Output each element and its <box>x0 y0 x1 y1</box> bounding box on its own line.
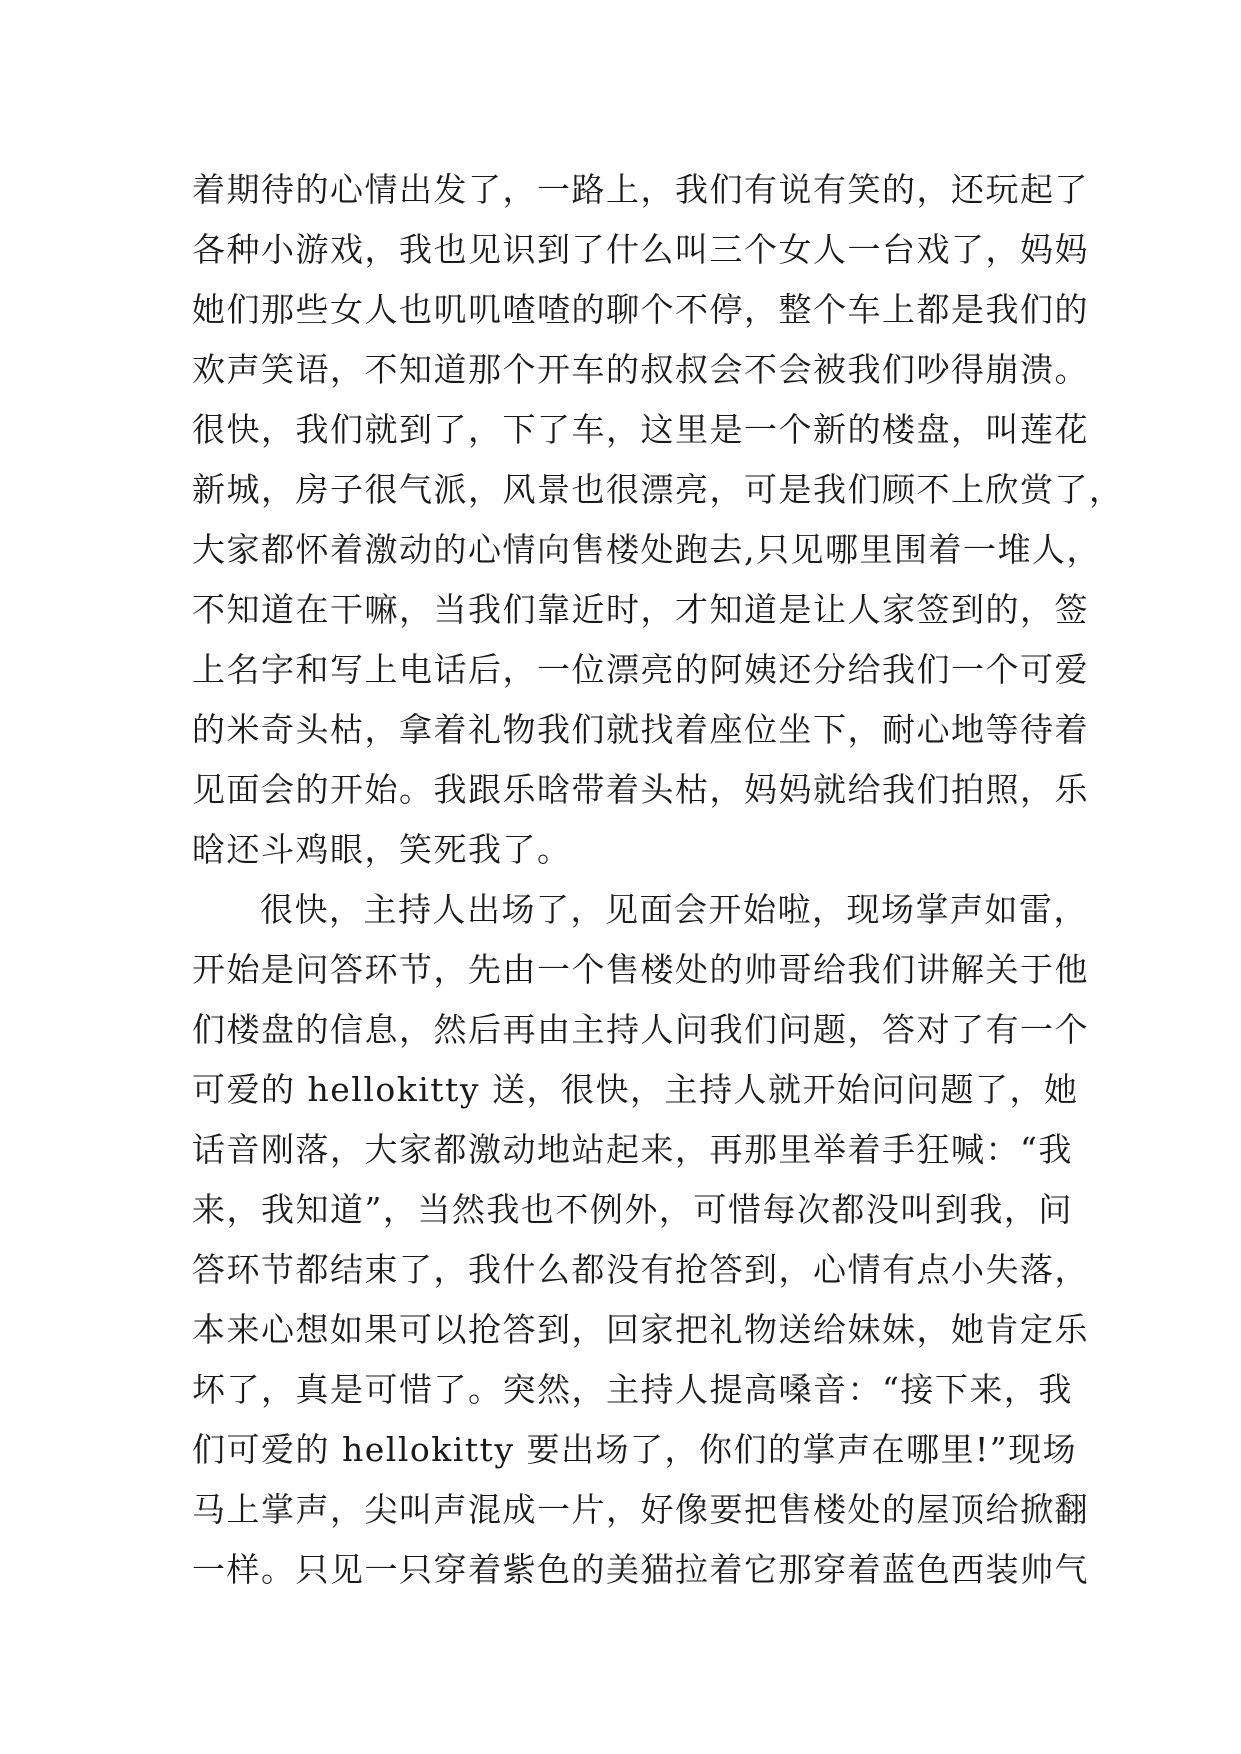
text-line: 话音刚落，大家都激动地站起来，再那里举着手狂喊：“我 <box>192 1130 1073 1169</box>
text-line: 们可爱的 hellokitty 要出场了，你们的掌声在哪里!”现场 <box>192 1430 1078 1469</box>
text-line: 新城，房子很气派，风景也很漂亮，可是我们顾不上欣赏了， <box>192 470 1124 509</box>
text-line: 上名字和写上电话后，一位漂亮的阿姨还分给我们一个可爱 <box>192 650 1089 689</box>
text-line: 着期待的心情出发了，一路上，我们有说有笑的，还玩起了 <box>192 170 1089 209</box>
text-line: 晗还斗鸡眼，笑死我了。 <box>192 830 572 869</box>
text-line: 答环节都结束了，我什么都没有抢答到，心情有点小失落， <box>192 1250 1089 1289</box>
document-body <box>192 160 1124 1600</box>
paragraph-1 <box>192 160 1124 880</box>
text-line: 不知道在干嘛，当我们靠近时，才知道是让人家签到的，签 <box>192 590 1089 629</box>
text-line: 很快，主持人出场了，见面会开始啦，现场掌声如雷， <box>260 890 1088 929</box>
text-line: 马上掌声，尖叫声混成一片，好像要把售楼处的屋顶给掀翻 <box>192 1490 1089 1529</box>
text-line: 很快，我们就到了，下了车，这里是一个新的楼盘，叫莲花 <box>192 410 1089 449</box>
text-line: 见面会的开始。我跟乐晗带着头枯，妈妈就给我们拍照，乐 <box>192 770 1089 809</box>
paragraph-2 <box>192 880 1089 1600</box>
text-line: 坏了，真是可惜了。突然，主持人提高嗓音：“接下来，我 <box>192 1370 1073 1409</box>
text-line: 本来心想如果可以抢答到，回家把礼物送给妹妹，她肯定乐 <box>192 1310 1089 1349</box>
text-line: 一样。只见一只穿着紫色的美猫拉着它那穿着蓝色西装帅气 <box>192 1550 1089 1589</box>
text-line: 欢声笑语，不知道那个开车的叔叔会不会被我们吵得崩溃。 <box>192 350 1089 389</box>
text-line: 她们那些女人也叽叽喳喳的聊个不停，整个车上都是我们的 <box>192 290 1089 329</box>
text-line: 的米奇头枯，拿着礼物我们就找着座位坐下，耐心地等待着 <box>192 710 1089 749</box>
text-line: 可爱的 hellokitty 送，很快，主持人就开始问问题了，她 <box>192 1070 1079 1109</box>
text-line: 开始是问答环节，先由一个售楼处的帅哥给我们讲解关于他 <box>192 950 1089 989</box>
text-line: 们楼盘的信息，然后再由主持人问我们问题，答对了有一个 <box>192 1010 1089 1049</box>
text-line: 各种小游戏，我也见识到了什么叫三个女人一台戏了，妈妈 <box>192 230 1089 269</box>
text-line: 大家都怀着激动的心情向售楼处跑去,只见哪里围着一堆人， <box>192 530 1101 569</box>
text-line: 来，我知道”，当然我也不例外，可惜每次都没叫到我，问 <box>192 1190 1073 1229</box>
